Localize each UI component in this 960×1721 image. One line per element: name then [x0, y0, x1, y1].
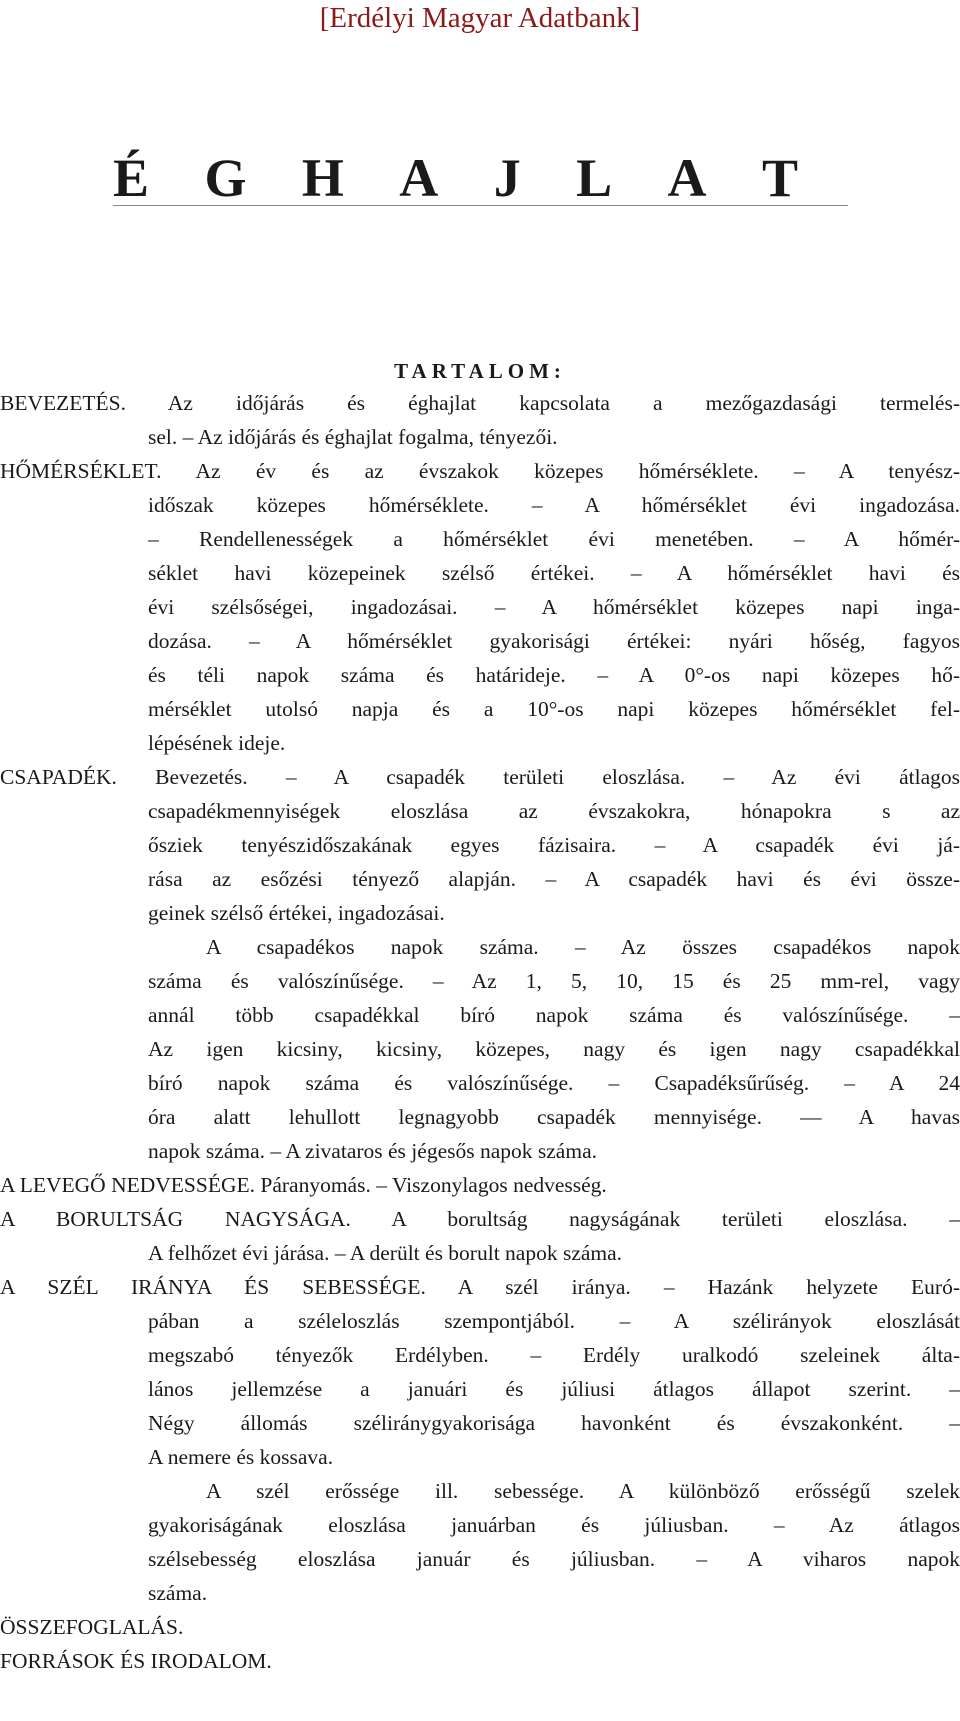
toc-line: A szél erőssége ill. sebessége. A különböző erősségű szelek: [206, 1479, 960, 1503]
toc-line: geinek szélső értékei, ingadozásai.: [148, 901, 445, 925]
toc-line: A SZÉL IRÁNYA ÉS SEBESSÉGE. A szél iránya. – Hazánk helyzete Euró-: [0, 1275, 960, 1299]
title-letter: T: [761, 147, 798, 208]
toc-line: és téli napok száma és határideje. – A 0°-os napi közepes hő-: [148, 663, 960, 687]
toc-line: megszabó tényezők Erdélyben. – Erdély uralkodó szeleinek álta-: [148, 1343, 960, 1367]
toc-line: A csapadékos napok száma. – Az összes csapadékos napok: [206, 935, 960, 959]
main-title: [113, 147, 848, 208]
toc-line: ősziek tenyészidőszakának egyes fázisaira. – A csapadék évi já-: [148, 833, 960, 857]
toc-line: szélsebesség eloszlása január és júliusban. – A viharos napok: [148, 1547, 960, 1571]
toc-line: A BORULTSÁG NAGYSÁGA. A borultság nagyságának területi eloszlása. –: [0, 1207, 960, 1231]
toc-line: BEVEZETÉS. Az időjárás és éghajlat kapcsolata a mezőgazdasági termelés-: [0, 391, 960, 415]
title-letter: A: [399, 147, 439, 208]
toc-line: FORRÁSOK ÉS IRODALOM.: [0, 1649, 272, 1673]
toc-line: napok száma. – A zivataros és jégesős napok száma.: [148, 1139, 597, 1163]
toc-line: gyakoriságának eloszlása januárban és júliusban. – Az átlagos: [148, 1513, 960, 1537]
toc-line: sel. – Az időjárás és éghajlat fogalma, tényezői.: [148, 425, 558, 449]
toc-line: HŐMÉRSÉKLET. Az év és az évszakok közepes hőmérséklete. – A tenyész-: [0, 459, 960, 483]
toc-line: ÖSSZEFOGLALÁS.: [0, 1615, 184, 1639]
toc-line: bíró napok száma és valószínűsége. – Csapadéksűrűség. – A 24: [148, 1071, 960, 1095]
title-letter: J: [493, 147, 521, 208]
toc-heading: TARTALOM:: [394, 359, 566, 383]
toc-line: CSAPADÉK. Bevezetés. – A csapadék területi eloszlása. – Az évi átlagos: [0, 765, 960, 789]
title-letter: L: [576, 147, 613, 208]
toc-line: séklet havi közepeinek szélső értékei. – A hőmérséklet havi és: [148, 561, 960, 585]
toc-line: Az igen kicsiny, kicsiny, közepes, nagy és igen nagy csapadékkal: [148, 1037, 960, 1061]
toc-line: Négy állomás széliránygyakorisága havonként és évszakonként. –: [148, 1411, 960, 1435]
toc-line: lépésének ideje.: [148, 731, 286, 755]
toc-line: mérséklet utolsó napja és a 10°-os napi közepes hőmérséklet fel-: [148, 697, 960, 721]
toc-line: csapadékmennyiségek eloszlása az évszakokra, hónapokra s az: [148, 799, 960, 823]
toc-line: évi szélsőségei, ingadozásai. – A hőmérséklet közepes napi inga-: [148, 595, 960, 619]
title-letter: É: [113, 147, 150, 208]
title-letter: A: [667, 147, 707, 208]
toc-line: időszak közepes hőmérséklete. – A hőmérséklet évi ingadozása.: [148, 493, 960, 517]
toc-line: A nemere és kossava.: [148, 1445, 334, 1469]
toc-line: száma.: [148, 1581, 208, 1605]
toc-line: száma és valószínűsége. – Az 1, 5, 10, 15 és 25 mm-rel, vagy: [148, 969, 960, 993]
toc-line: – Rendellenességek a hőmérséklet évi menetében. – A hőmér-: [148, 527, 960, 551]
title-letter: G: [204, 147, 247, 208]
toc-line: A LEVEGŐ NEDVESSÉGE. Páranyomás. – Viszonylagos nedvesség.: [0, 1173, 607, 1197]
toc-line: lános jellemzése a januári és júliusi átlagos állapot szerint. –: [148, 1377, 960, 1401]
toc-line: annál több csapadékkal bíró napok száma és valószínűsége. –: [148, 1003, 960, 1027]
toc-line: óra alatt lehullott legnagyobb csapadék mennyisége. –– A havas: [148, 1105, 960, 1129]
toc-line: dozása. – A hőmérséklet gyakorisági értékei: nyári hőség, fagyos: [148, 629, 960, 653]
title-letter: H: [301, 147, 344, 208]
header-title: [Erdélyi Magyar Adatbank]: [319, 2, 641, 34]
toc-line: pában a széleloszlás szempontjából. – A szélirányok eloszlását: [148, 1309, 960, 1333]
toc-line: A felhőzet évi járása. – A derült és borult napok száma.: [148, 1241, 623, 1265]
toc-line: rása az esőzési tényező alapján. – A csapadék havi és évi össze-: [148, 867, 960, 891]
